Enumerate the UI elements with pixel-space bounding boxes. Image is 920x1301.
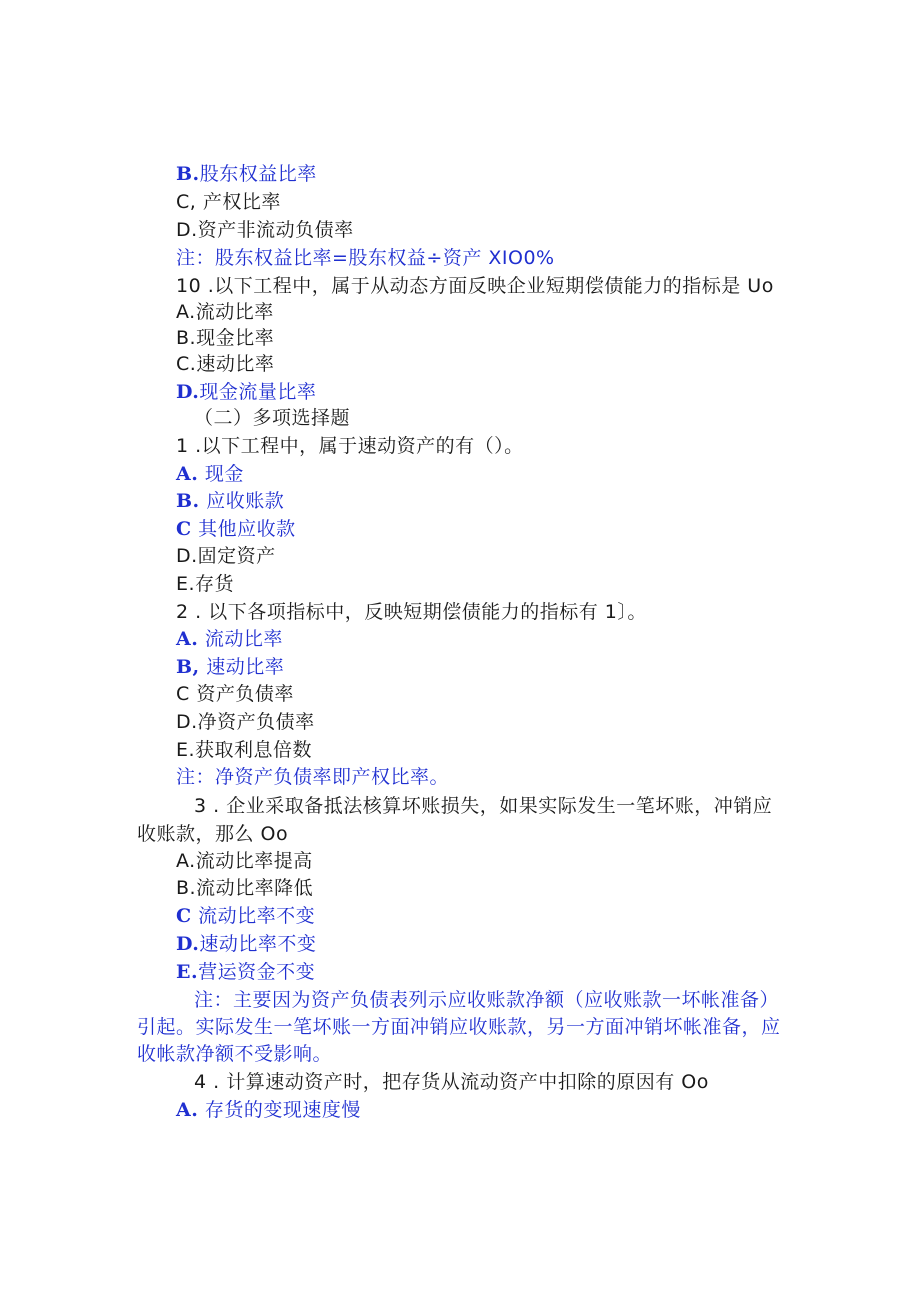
text-line-1	[176, 162, 317, 186]
line-prefix: 10	[176, 275, 202, 297]
text-line-19	[176, 655, 284, 679]
line-text: 流动比率不变	[191, 905, 316, 927]
text-line-17	[176, 600, 647, 624]
line-text: 流动比率	[195, 301, 274, 323]
line-prefix: B,	[176, 656, 200, 678]
line-text: 固定资产	[197, 545, 276, 567]
line-text: 引起。实际发生一笔坏账一方面冲销应收账款，另一方面冲销坏帐准备，应	[137, 1016, 781, 1038]
text-line-24	[194, 794, 772, 818]
line-prefix: E.	[176, 739, 196, 761]
text-line-13	[176, 489, 284, 513]
line-text: 股东权益比率	[199, 163, 317, 185]
line-prefix: C	[176, 683, 190, 705]
text-line-15	[176, 544, 276, 568]
text-line-22	[176, 738, 312, 762]
line-text: 产权比率	[196, 191, 281, 213]
text-line-35	[176, 1098, 361, 1122]
line-text: 其他应收款	[191, 518, 296, 540]
line-prefix: D.	[176, 711, 198, 733]
line-text: 应收账款	[199, 490, 285, 512]
line-prefix: A.	[176, 850, 196, 872]
text-line-5	[176, 274, 774, 298]
line-prefix: B.	[176, 490, 200, 512]
line-prefix: C	[176, 518, 192, 540]
text-line-28	[176, 904, 315, 928]
text-line-4	[176, 246, 555, 270]
line-text: 营运资金不变	[198, 961, 316, 983]
line-prefix: 4	[194, 1071, 207, 1093]
line-prefix: A.	[176, 301, 196, 323]
line-prefix: A.	[176, 463, 199, 485]
text-line-14	[176, 517, 296, 541]
text-line-16	[176, 572, 234, 596]
text-line-11	[176, 434, 524, 458]
line-text: 流动比率提高	[195, 850, 313, 872]
text-line-3	[176, 218, 354, 242]
line-prefix: C	[176, 905, 192, 927]
line-text: 注：净资产负债率即产权比率。	[176, 766, 450, 788]
line-text: .以下工程中，属于速动资产的有（）。	[188, 435, 524, 457]
line-text: 资产负债率	[189, 683, 294, 705]
line-prefix: D.	[176, 933, 200, 955]
text-line-8	[176, 352, 274, 376]
text-line-18	[176, 627, 283, 651]
line-text: 存货的变现速度慢	[198, 1099, 361, 1121]
line-text: 速动比率不变	[199, 933, 317, 955]
line-prefix: C,	[176, 191, 197, 213]
line-prefix: 3	[194, 795, 207, 817]
line-text: . 企业采取备抵法核算坏账损失，如果实际发生一笔坏账，冲销应	[206, 795, 773, 817]
line-prefix: B.	[176, 163, 200, 185]
text-line-7	[176, 326, 274, 350]
line-text: .以下工程中，属于从动态方面反映企业短期偿债能力的指标是 Uo	[201, 275, 774, 297]
line-prefix: E.	[176, 573, 196, 595]
line-text: 流动比率	[198, 628, 283, 650]
text-line-9	[176, 380, 316, 404]
line-text: 注：主要因为资产负债表列示应收账款净额（应收账款一坏帐准备）	[194, 989, 780, 1011]
line-text: 收帐款净额不受影响。	[137, 1043, 333, 1065]
line-text: 速动比率	[196, 353, 275, 375]
line-prefix: B.	[176, 327, 197, 349]
text-line-6	[176, 300, 274, 324]
line-prefix: E.	[176, 961, 199, 983]
line-prefix: D.	[176, 219, 198, 241]
line-text: 现金流量比率	[199, 381, 317, 403]
text-line-25	[137, 822, 288, 846]
text-line-27	[176, 876, 313, 900]
line-text: 资产非流动负债率	[197, 219, 354, 241]
line-text: （二）多项选择题	[194, 407, 351, 429]
line-prefix: 2	[176, 601, 189, 623]
line-text: 存货	[195, 573, 235, 595]
line-prefix: A.	[176, 628, 199, 650]
text-line-34	[194, 1070, 709, 1094]
text-line-23	[176, 765, 449, 789]
text-line-30	[176, 960, 315, 984]
line-prefix: B.	[176, 877, 197, 899]
line-text: 净资产负债率	[197, 711, 315, 733]
text-line-10	[194, 406, 350, 430]
line-prefix: 1	[176, 435, 189, 457]
line-prefix: D.	[176, 545, 198, 567]
text-line-29	[176, 932, 316, 956]
text-line-32	[137, 1015, 781, 1039]
text-line-12	[176, 462, 244, 486]
line-text: . 以下各项指标中，反映短期偿债能力的指标有 1〕。	[188, 601, 647, 623]
text-line-2	[176, 190, 281, 214]
text-line-20	[176, 682, 294, 706]
line-text: 获取利息倍数	[195, 739, 313, 761]
line-prefix: D.	[176, 381, 200, 403]
line-prefix: C.	[176, 353, 197, 375]
line-text: 流动比率降低	[196, 877, 314, 899]
line-text: . 计算速动资产时，把存货从流动资产中扣除的原因有 Oo	[206, 1071, 709, 1093]
line-text: 收账款，那么 Oo	[137, 823, 289, 845]
text-line-26	[176, 849, 313, 873]
text-line-31	[194, 988, 779, 1012]
line-text: 现金	[198, 463, 244, 485]
line-text: 注：股东权益比率=股东权益÷资产 XIO0%	[176, 247, 555, 269]
line-text: 现金比率	[196, 327, 275, 349]
line-prefix: A.	[176, 1099, 199, 1121]
line-text: 速动比率	[199, 656, 285, 678]
text-line-33	[137, 1042, 332, 1066]
text-line-21	[176, 710, 315, 734]
